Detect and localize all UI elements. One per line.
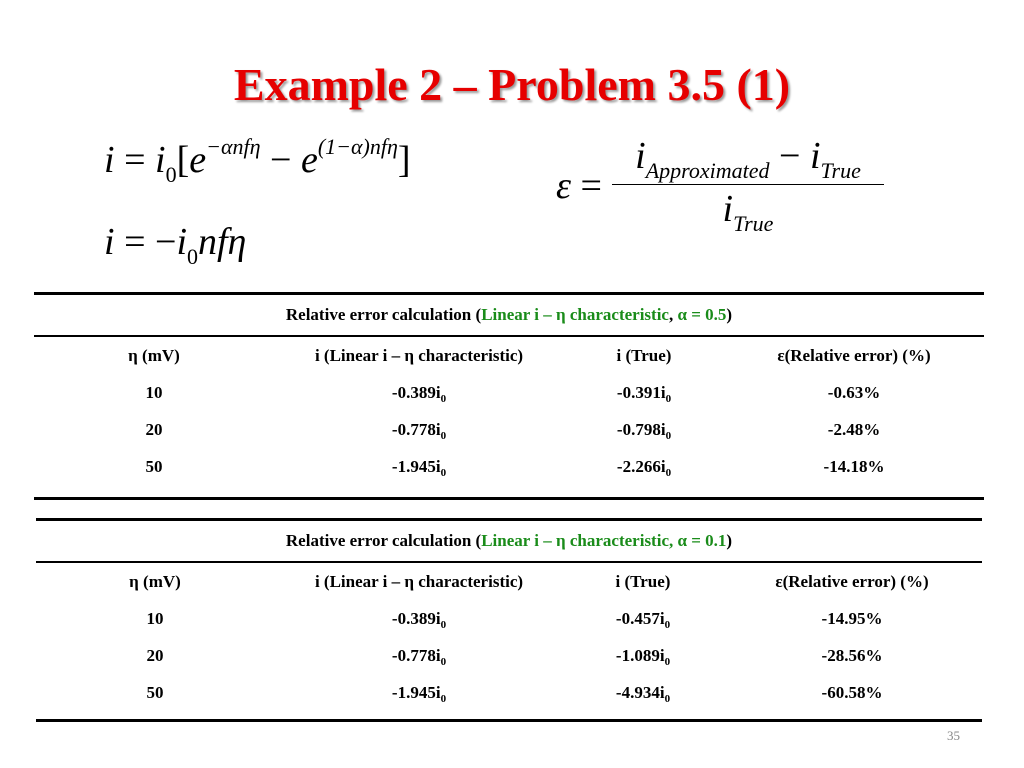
equation-butler-volmer: [104, 134, 411, 187]
cell-true-sub: 0: [664, 692, 671, 705]
caption-prefix: Relative error calculation (: [285, 531, 482, 550]
cell-true-sub: 0: [665, 429, 672, 442]
eq3-epsilon: ε: [556, 165, 571, 207]
cell-linear-sub: 0: [440, 392, 447, 405]
cell-linear: [274, 448, 564, 485]
cell-eta: 10: [146, 608, 164, 628]
eq3-num-i1: i: [635, 135, 646, 177]
table-spacer-row: [36, 711, 982, 721]
eq2-equals: =: [124, 221, 146, 263]
cell-true-sub: 0: [665, 466, 672, 479]
eq1-close-bracket: ]: [397, 139, 411, 181]
cell-error: -14.95%: [821, 608, 883, 628]
cell-true-sub: 0: [665, 392, 672, 405]
caption-prefix: Relative error calculation (: [285, 305, 482, 324]
cell-true: [564, 600, 722, 637]
table-header-row: [34, 336, 984, 374]
equation-linear: [104, 220, 247, 269]
cell-linear: [274, 674, 564, 711]
cell-linear-value: -1.945i: [391, 682, 441, 702]
eq1-i0: i: [155, 139, 166, 181]
cell-linear: [274, 374, 564, 411]
cell-linear-value: -0.389i: [391, 382, 441, 402]
cell-linear: [274, 637, 564, 674]
header-eta: η (mV): [128, 345, 180, 365]
cell-true-value: -0.798i: [616, 419, 666, 439]
cell-eta: 20: [145, 419, 163, 439]
caption-green: Linear i – η characteristic: [481, 305, 669, 324]
cell-linear-value: -1.945i: [391, 456, 441, 476]
equation-relative-error-fraction: [612, 132, 884, 236]
cell-error: -14.18%: [823, 456, 885, 476]
cell-true: [564, 411, 724, 448]
cell-eta: 10: [145, 382, 163, 402]
eq1-e1: e: [189, 139, 207, 181]
cell-linear: [274, 600, 564, 637]
eq3-den-sub: True: [733, 211, 774, 236]
eq3-num-i2: i: [809, 135, 821, 177]
eq3-numerator: [612, 132, 884, 183]
cell-linear-sub: 0: [440, 618, 447, 631]
cell-linear-value: -0.778i: [391, 645, 441, 665]
caption-alpha: α = 0.5: [677, 305, 727, 324]
header-linear: i (Linear i – η characteristic): [314, 571, 524, 591]
table-row: [34, 374, 984, 411]
relative-error-table-alpha-05: [34, 292, 984, 500]
eq3-num-minus: −: [779, 135, 801, 177]
cell-linear-sub: 0: [440, 692, 447, 705]
eq2-lhs: i: [104, 221, 115, 263]
eq3-den-i: i: [722, 188, 734, 230]
caption-suffix: ): [726, 305, 733, 324]
eq1-i0-sub: 0: [165, 162, 177, 187]
eq2-minus: −: [155, 221, 177, 263]
eq1-e2: e: [300, 139, 318, 181]
table-header-row: [36, 562, 982, 600]
eq3-num-sub2: True: [820, 158, 861, 183]
cell-linear: [274, 411, 564, 448]
caption-green: Linear i – η characteristic, α = 0.1: [481, 531, 727, 550]
cell-error: -28.56%: [821, 645, 883, 665]
table-caption-row: [36, 520, 982, 563]
cell-linear-value: -0.778i: [391, 419, 441, 439]
header-linear: i (Linear i – η characteristic): [314, 345, 524, 365]
eq1-lhs: i: [104, 139, 115, 181]
eq1-exp2: (1−α)nfη: [317, 134, 398, 159]
caption-sep: ,: [668, 305, 678, 324]
header-eta: η (mV): [129, 571, 181, 591]
slide-title: Example 2 – Problem 3.5 (1): [233, 59, 791, 110]
cell-true-value: -4.934i: [615, 682, 665, 702]
table-caption: [34, 294, 984, 337]
eq1-exp1: −αnfη: [206, 134, 261, 159]
header-true: i (True): [615, 571, 671, 591]
header-true: i (True): [616, 345, 672, 365]
cell-linear-sub: 0: [440, 655, 447, 668]
cell-true-sub: 0: [664, 655, 671, 668]
eq2-i0: i: [176, 221, 187, 263]
cell-error: -0.63%: [827, 382, 881, 402]
cell-true: [564, 637, 722, 674]
table-row: [34, 411, 984, 448]
table-caption-row: [34, 294, 984, 337]
table-row: [34, 448, 984, 485]
eq2-nfeta: nfη: [198, 221, 247, 263]
cell-eta: 20: [146, 645, 164, 665]
cell-eta: 50: [145, 456, 163, 476]
cell-linear-sub: 0: [440, 466, 447, 479]
eq3-num-sub1: Approximated: [645, 158, 770, 183]
eq2-i0-sub: 0: [187, 244, 198, 269]
cell-true: [564, 674, 722, 711]
cell-true-value: -1.089i: [615, 645, 665, 665]
table-row: [36, 637, 982, 674]
eq1-open-bracket: [: [176, 139, 190, 181]
relative-error-table-alpha-01: [36, 518, 982, 722]
equation-relative-error-lhs: [556, 164, 602, 208]
table-row: [36, 674, 982, 711]
cell-eta: 50: [146, 682, 164, 702]
eq1-equals: =: [124, 139, 146, 181]
caption-suffix: ): [726, 531, 733, 550]
eq3-denominator: [612, 185, 884, 236]
cell-true: [564, 448, 724, 485]
cell-true-value: -0.457i: [615, 608, 665, 628]
cell-linear-value: -0.389i: [391, 608, 441, 628]
page-number: 35: [947, 728, 960, 743]
table-row: [36, 600, 982, 637]
table-caption: [36, 520, 982, 563]
cell-error: -2.48%: [827, 419, 881, 439]
header-error: ε(Relative error) (%): [777, 345, 931, 365]
cell-linear-sub: 0: [440, 429, 447, 442]
cell-error: -60.58%: [821, 682, 883, 702]
cell-true-value: -2.266i: [616, 456, 666, 476]
cell-true: [564, 374, 724, 411]
cell-true-sub: 0: [664, 618, 671, 631]
eq3-equals: =: [580, 165, 602, 207]
table-spacer-row: [34, 485, 984, 499]
eq1-minus: −: [270, 139, 292, 181]
cell-true-value: -0.391i: [616, 382, 666, 402]
header-error: ε(Relative error) (%): [775, 571, 929, 591]
